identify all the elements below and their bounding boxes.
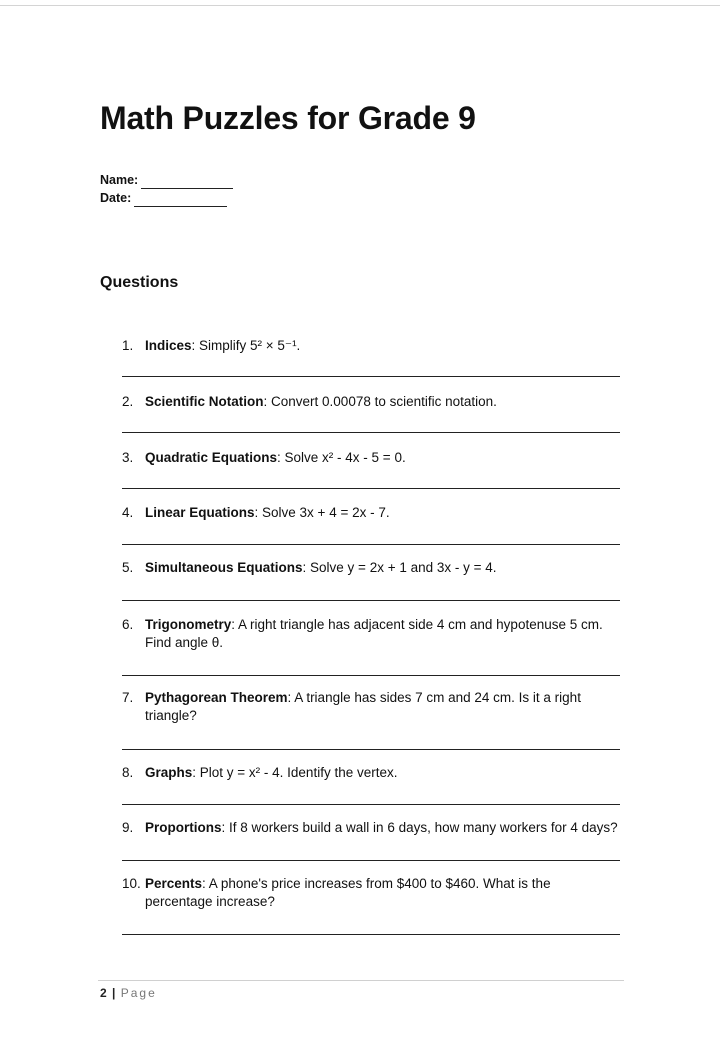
name-label: Name: [100,173,139,187]
date-blank[interactable] [134,194,227,207]
document-title: Math Puzzles for Grade 9 [100,100,476,136]
question-topic: Proportions [145,820,222,835]
answer-line[interactable] [122,376,620,377]
question-topic: Graphs [145,765,193,780]
answer-line[interactable] [122,600,620,601]
question-topic: Indices [145,338,192,353]
answer-line[interactable] [122,749,620,750]
footer-separator: | [112,986,116,1000]
question-body: : Solve x² - 4x - 5 = 0. [277,450,406,465]
question-number: 7. [122,690,134,705]
question-number: 1. [122,338,134,353]
question-body: : A phone's price increases from $400 to $460. What is the [202,876,551,891]
questions-heading: Questions [100,274,179,291]
question-text [145,449,623,467]
date-row [100,189,233,207]
name-row [100,171,233,189]
page-number: 2 [100,986,107,1000]
question-body: : Simplify 5² × 5⁻¹. [191,338,301,353]
question-body: : Solve y = 2x + 1 and 3x - y = 4. [302,560,497,575]
student-info [100,171,233,207]
question-number: 2. [122,394,134,409]
question-body: : A right triangle has adjacent side 4 cm and hypotenuse 5 cm. [231,617,603,632]
question-text [145,504,623,522]
question-body: : Solve 3x + 4 = 2x - 7. [254,505,390,520]
question-text [145,616,623,652]
footer-divider [98,980,624,981]
question-topic: Percents [145,876,203,891]
question-body: : Plot y = x² - 4. Identify the vertex. [192,765,398,780]
question-body: : If 8 workers build a wall in 6 days, how many workers for 4 days? [221,820,618,835]
page-label: Page [120,986,157,1000]
answer-line[interactable] [122,804,620,805]
question-topic: Pythagorean Theorem [145,690,288,705]
answer-line[interactable] [122,432,620,433]
question-text [145,764,623,782]
question-text [145,393,623,411]
question-topic: Quadratic Equations [145,450,278,465]
question-number: 4. [122,505,134,520]
question-number: 9. [122,820,134,835]
page-footer [100,985,157,1001]
question-body-continued: percentage increase? [145,894,275,909]
question-topic: Simultaneous Equations [145,560,303,575]
answer-line[interactable] [122,544,620,545]
question-number: 3. [122,450,134,465]
question-number: 6. [122,617,134,632]
question-body-continued: Find angle θ. [145,635,224,650]
question-text [145,337,623,355]
answer-line[interactable] [122,488,620,489]
question-number: 5. [122,560,134,575]
question-number: 8. [122,765,134,780]
question-text [145,819,623,837]
question-text [145,559,623,577]
question-topic: Scientific Notation [145,394,264,409]
question-number: 10. [122,876,141,891]
question-body: : Convert 0.00078 to scientific notation. [263,394,497,409]
question-body-continued: triangle? [145,708,197,723]
question-topic: Linear Equations [145,505,255,520]
question-body: : A triangle has sides 7 cm and 24 cm. Is it a right [287,690,581,705]
question-text [145,689,623,725]
date-label: Date: [100,191,132,205]
answer-line[interactable] [122,934,620,935]
question-topic: Trigonometry [145,617,232,632]
name-blank[interactable] [141,176,233,189]
answer-line[interactable] [122,675,620,676]
answer-line[interactable] [122,860,620,861]
question-text [145,875,623,911]
